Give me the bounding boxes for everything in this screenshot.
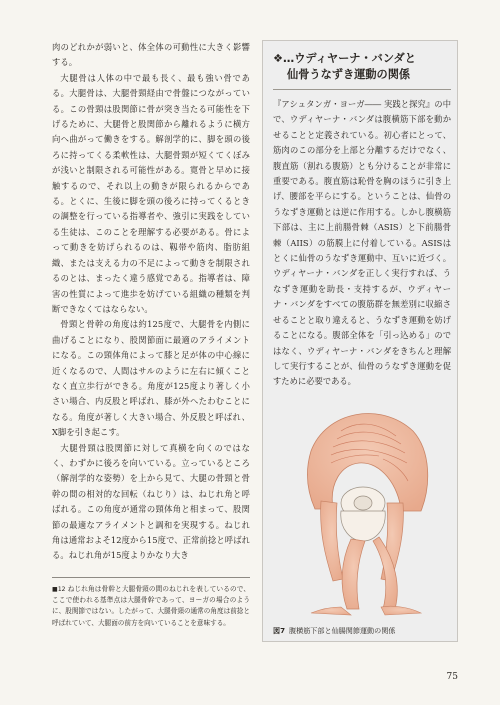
paragraph: 大腿骨頸は股関節に対して真横を向くのではなく、わずかに後ろを向いている。立っているところ（解剖学的な姿勢）を上から見て、大腿の骨頸と骨幹の間の相対的な回転（ねじり）は、ねじれ角と呼ばれる。この角度が通常の頸体角と相まって、股関節の最適なアライメントと調和を実現する。ねじれ角は通常およそ12度から15度で、正常前捻と呼ばれる。ねじれ角が15度よりかなり大き <box>52 442 250 561</box>
page-number: 75 <box>446 672 458 682</box>
main-text-column <box>52 40 250 564</box>
pelvis-skeleton <box>341 487 385 541</box>
footnote <box>52 584 250 629</box>
figure-number: 図7 <box>273 626 286 635</box>
footnote-text: ねじれ角は骨幹と大腿骨頸の間のねじれを表しているので、ここで使われる基準点は大腿骨幹であって、ヨーガの場合のように、股関節ではない。したがって、大腿骨頸の通常の角度は前捻と呼ばれていて、大腿面の前方を向いていることを意味する。 <box>52 585 250 627</box>
leg-shape <box>342 539 365 609</box>
footnote-mark: ■12 <box>52 586 66 593</box>
panel-paragraph: 『アシュタンガ・ヨーガ―― 実践と探究』の中で、ウディヤーナ・バンダは腹横筋下部を動かせることと定義されている。初心者にとって、筋肉のこの部分を上部と分離するだけでなく、腹直筋（割れる腹筋）とも分けることが非常に重要である。腹直筋は恥骨を胸のほうに引き上げ、腰部を平らにする。ということは、仙骨のうなずき運動とは逆に作用する。しかし腹横筋下部は、主に上前腸骨棘（ASIS）と下前腸骨棘（AIIS）の筋膜上に付着している。ASISはとくに仙骨のうなずき運動中、互いに近づく。ウディヤーナ・バンダを正しく実行すれば、うなずき運動を助長・支持するが、ウディヤーナ・バンダをすべての腹筋群を無差別に収縮させることと取り違えると、うなずき運動を妨げることになる。腹部全体を「引っ込める」のではなく、ウディヤーナ・バンダをきちんと理解して実行することが、仙骨のうなずき運動を促すために必要である。 <box>273 99 451 387</box>
paragraph: 大腿骨は人体の中で最も長く、最も強い骨である。大腿骨は、大腿骨頸経由で骨盤につながっている。この骨頸は股関節に骨が突き当たる可能性を下げるために、大腿骨と股関節から離れるように横方向へ曲がって働きをする。解剖学的に、脚を頭の後ろに持ってくる柔軟性は、大腿骨頸が短くてくぼみが浅いと制限される可能性がある。寛骨と早めに接触するので、それ以上の動きが限られるからである。とくに、生後に脚を頭の後ろに持ってくるときの調整を行っている指導者や、強引に実践をしている生徒は、このことを理解する必要がある。骨によって動きを妨げられるのは、靱帯や筋肉、脂肪組織、または支える力の不足によって動きを制限されるのとは、まったく違う感覚である。指導者は、障害の性質によって進歩を妨げている組織の種類を判断できなくてはならない。 <box>52 72 250 314</box>
paragraph: 骨頸と骨幹の角度は約125度で、大腿骨を内側に曲げることになり、股関節面に最適のアライメントになる。この頸体角によって膝と足が体の中心線に近くなるので、人間はサルのように左右に傾くことなく直立歩行ができる。角度が125度より著しく小さい場合、内反股と呼ばれ、膝が外へたわむことになる。角度が著しく大きい場合、外反股と呼ばれ、X脚を引き起こす。 <box>52 319 250 438</box>
sidebar-panel <box>262 40 458 642</box>
arm-shape <box>321 501 343 581</box>
foot-shape <box>311 607 351 615</box>
foot-shape <box>381 606 421 615</box>
figure-caption <box>273 625 451 636</box>
figure-caption-text: 腹横筋下部と仙腸関節運動の関係 <box>289 626 396 635</box>
footnote-divider <box>52 577 250 578</box>
panel-title <box>273 51 451 83</box>
panel-title-divider <box>273 89 451 90</box>
panel-body <box>273 97 451 390</box>
anatomy-figure <box>281 391 446 616</box>
panel-title-line2: 仙骨うなずき運動の関係 <box>287 68 411 81</box>
panel-title-line1: ❖…ウディヤーナ・バンダと <box>273 52 416 65</box>
paragraph: 肉のどれかが弱いと、体全体の可動性に大きく影響する。 <box>52 42 250 68</box>
